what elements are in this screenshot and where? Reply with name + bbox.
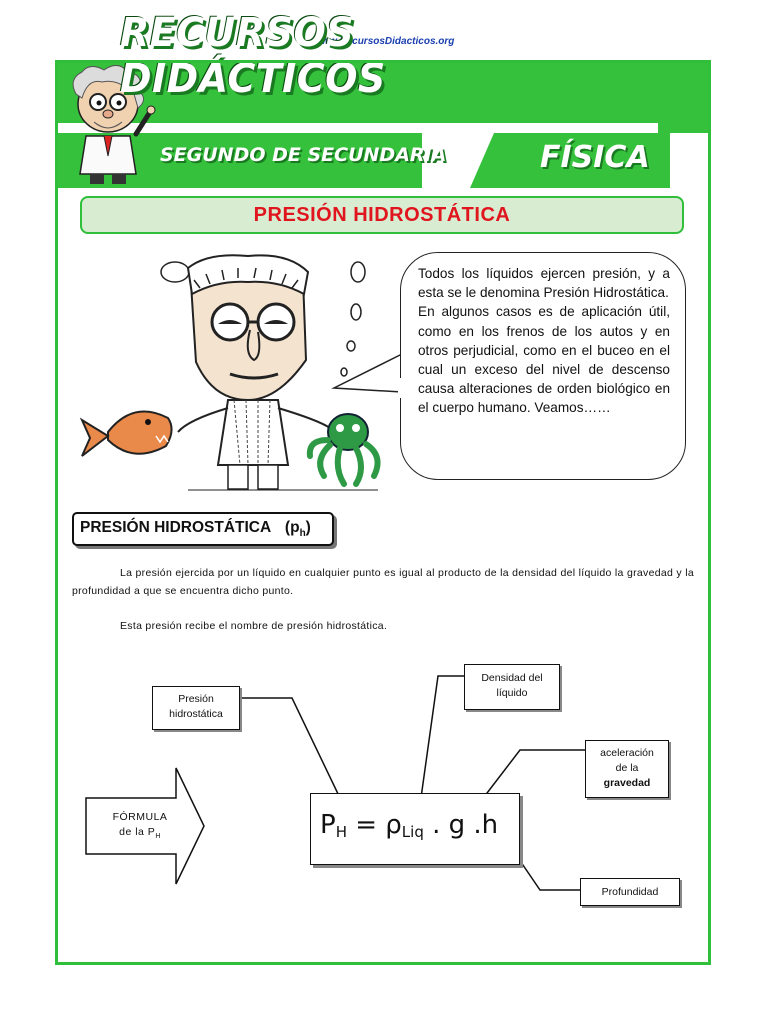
banner-title: RECURSOS DIDÁCTICOS: [120, 10, 386, 102]
body-paragraph-2: Esta presión recibe el nombre de presión hidrostática.: [120, 620, 388, 632]
speech-paragraph-1: Todos los líquidos ejercen presión, y a esta se le denomina Presión Hidrostática.: [418, 266, 670, 301]
section-symbol: $(p_h)$: [284, 519, 311, 540]
formula: $P_H = \rho_{Liq}$ . g .h: [320, 810, 499, 841]
banner-level: SEGUNDO DE SECUNDARIA: [160, 144, 447, 166]
speech-paragraph-2: En algunos casos es de aplicación útil, como en los frenos de los autos y en otros perjudicial, como en el buceo en el cual un exceso del nivel de descenso causa alteraciones de orden biológico en el cuerpo humano. Veamos……: [418, 304, 670, 416]
label-pressure: Presión hidrostática: [152, 686, 240, 730]
formula-arrow-label: FÓRMULA de la $P_H$: [112, 811, 168, 841]
octopus-icon: [328, 414, 368, 450]
speech-bubble-text: [418, 264, 670, 418]
section-title-text: PRESIÓN HIDROSTÁTICA: [80, 519, 271, 536]
body-paragraph-1: La presión ejercida por un líquido en cualquier punto es igual al producto de la densidad del líquido la gravedad y la profundidad a que se encuentra dicho punto.: [72, 567, 694, 597]
banner-subject: FÍSICA: [540, 140, 650, 175]
label-depth: Profundidad: [580, 878, 680, 906]
label-density: Densidad del líquido: [464, 664, 560, 710]
label-gravity: aceleración de la gravedad: [585, 740, 669, 798]
piranha-icon: [108, 412, 172, 454]
section-title: [80, 519, 311, 539]
site-url[interactable]: www.RecursosDidacticos.org: [313, 36, 455, 47]
thought-bubble-icon: [161, 262, 189, 282]
page-title: PRESIÓN HIDROSTÁTICA: [253, 204, 511, 226]
